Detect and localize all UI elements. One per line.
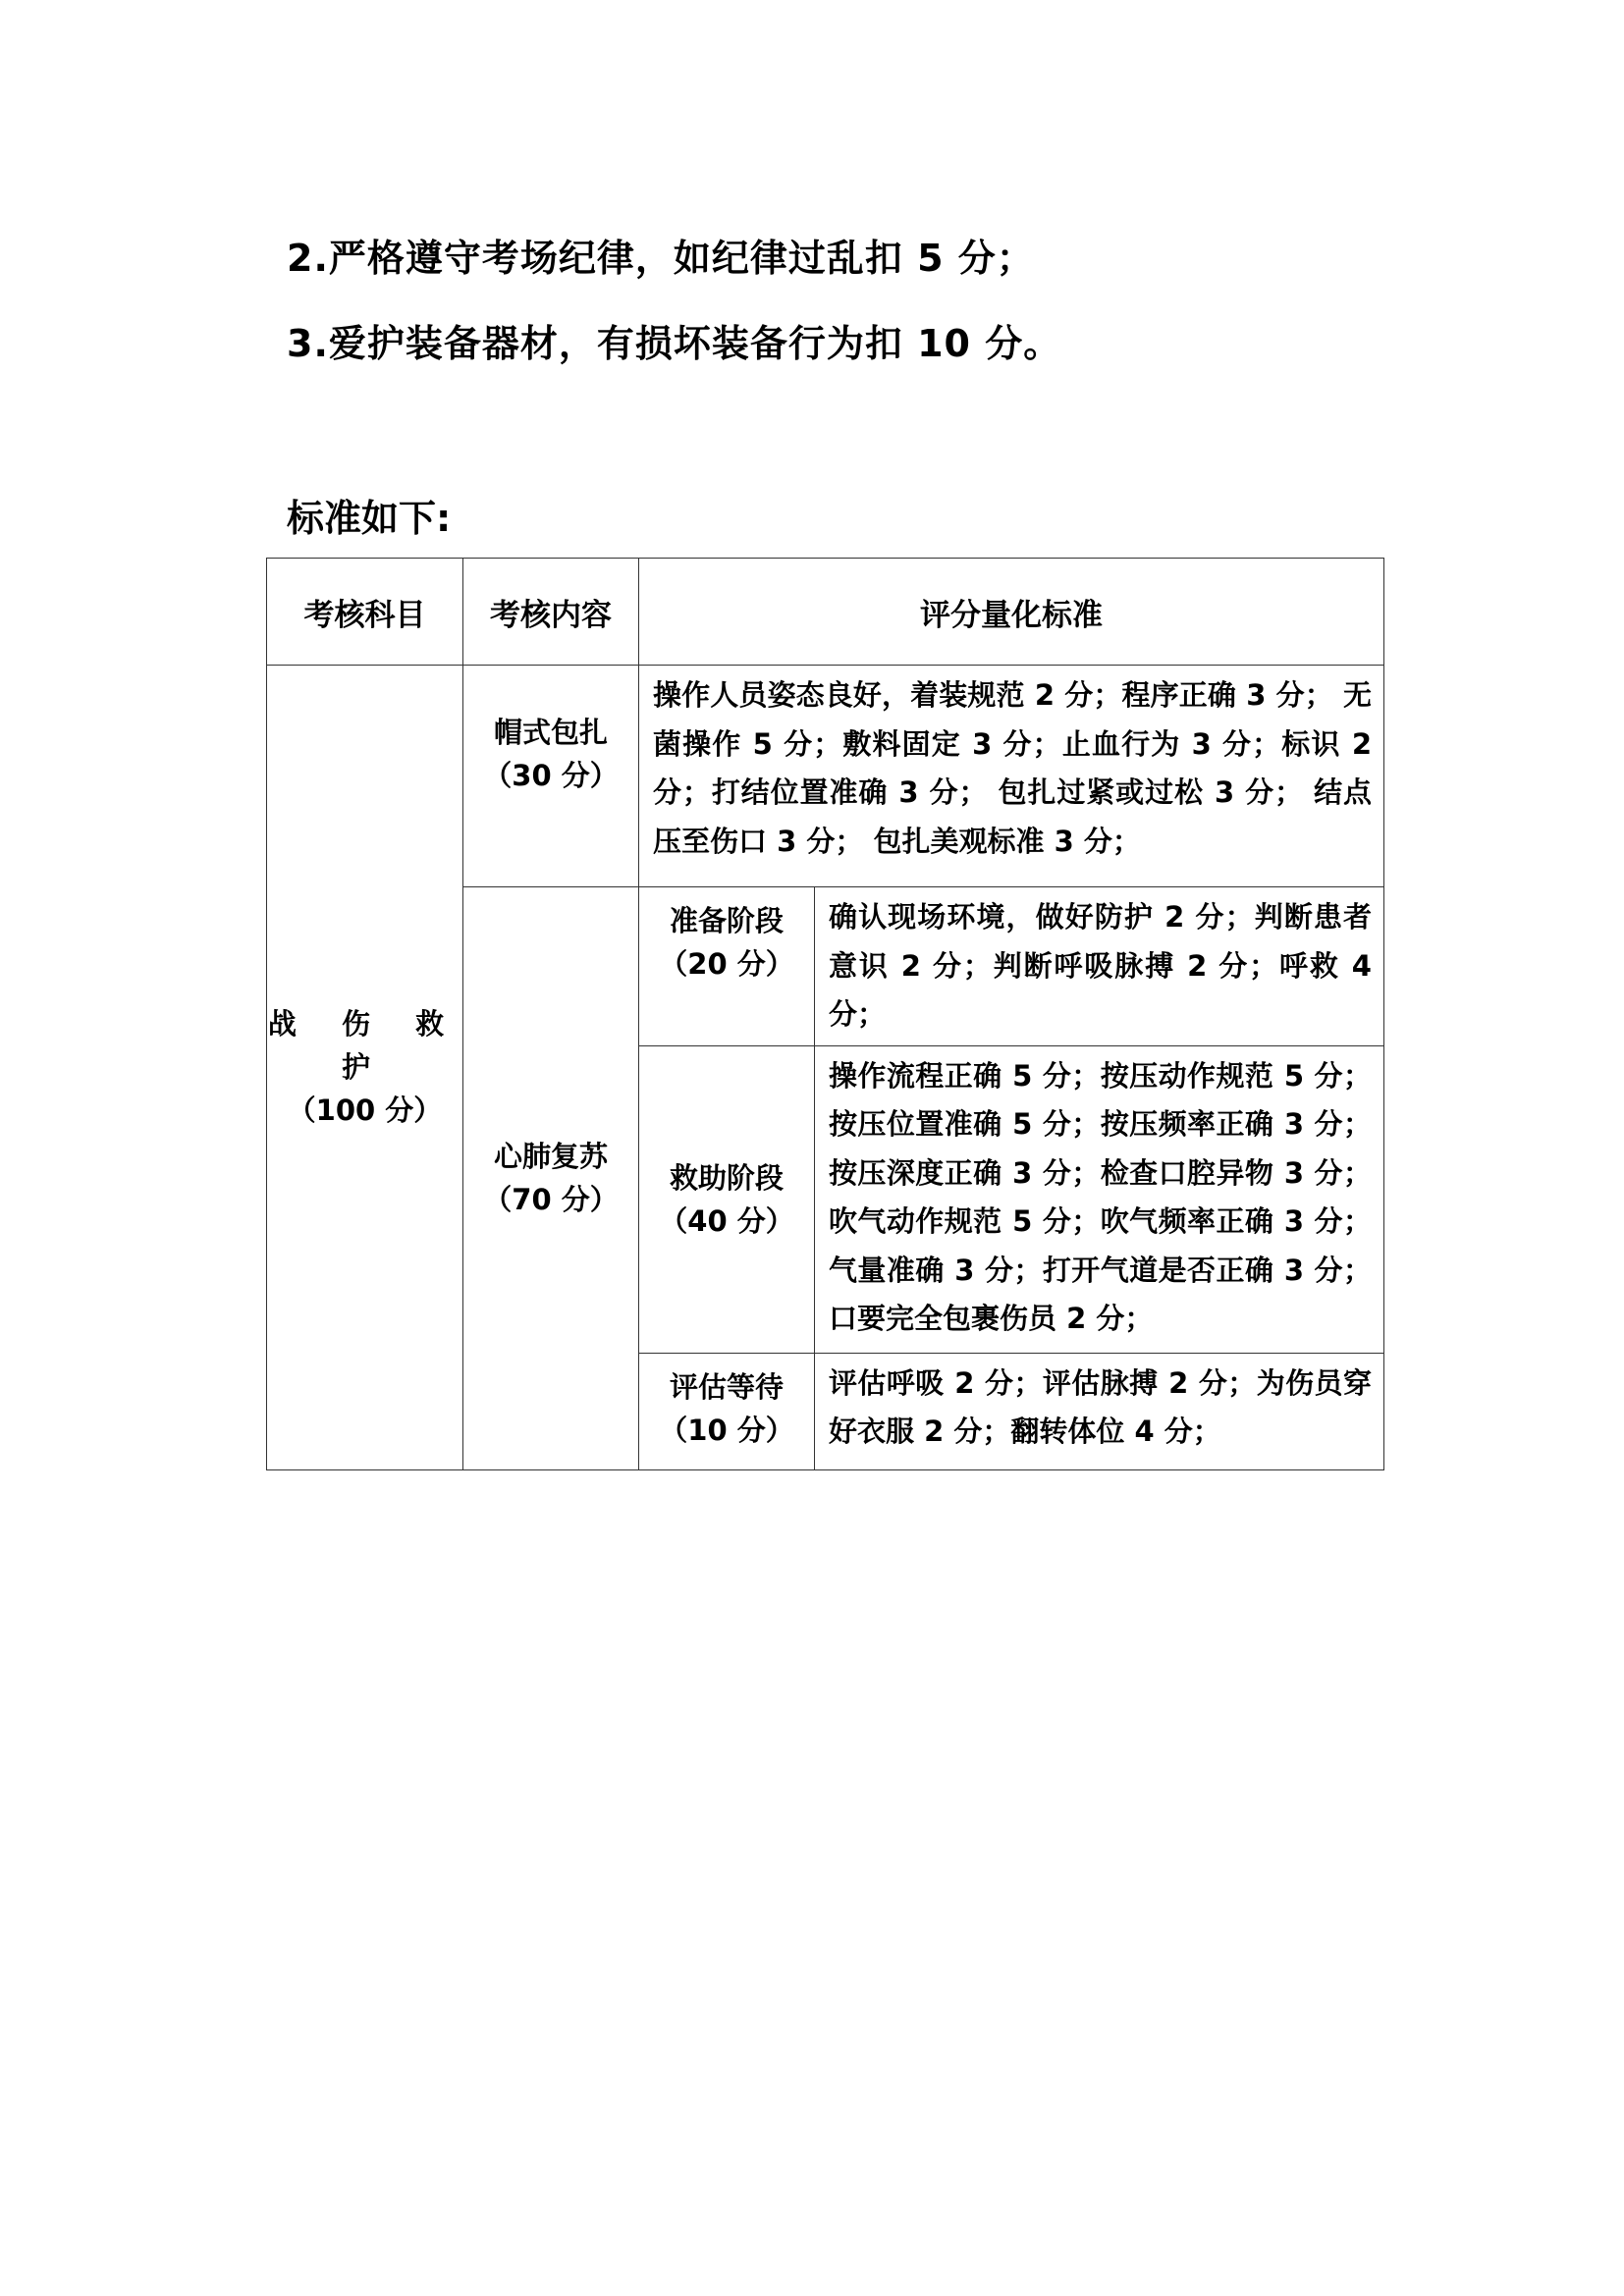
- phase-eval-cell: [639, 1353, 815, 1469]
- phase-eval-criteria: 评估呼吸 2 分；评估脉搏 2 分；为伤员穿好衣服 2 分；翻转体位 4 分；: [815, 1353, 1384, 1469]
- header-content: 考核内容: [463, 559, 639, 666]
- phase-rescue-score: （40 分）: [659, 1203, 794, 1238]
- cpr-score: （70 分）: [483, 1183, 619, 1217]
- table-header-row: [267, 559, 1384, 666]
- cpr-cell: [463, 887, 639, 1470]
- phase-eval-name: 评估等待: [669, 1369, 784, 1404]
- rule-equipment: 3.爱护装备器材，有损坏装备行为扣 10 分。: [287, 322, 1062, 365]
- bandage-cell: [463, 666, 639, 887]
- subject-name: 战 伤 救 护: [267, 1007, 462, 1085]
- phase-prep-score: （20 分）: [659, 947, 794, 981]
- cpr-name: 心肺复苏: [493, 1140, 608, 1174]
- phase-rescue-cell: [639, 1045, 815, 1353]
- section-heading: 标准如下:: [287, 497, 452, 540]
- header-subject: 考核科目: [267, 559, 463, 666]
- subject-score: （100 分）: [287, 1094, 443, 1128]
- phase-rescue-name: 救助阶段: [669, 1160, 784, 1195]
- scoring-standards-table: [266, 558, 1384, 1470]
- rule-discipline: 2.严格遵守考场纪律，如纪律过乱扣 5 分；: [287, 237, 1035, 280]
- subject-cell: [267, 666, 463, 1470]
- phase-rescue-criteria: 操作流程正确 5 分；按压动作规范 5 分；按压位置准确 5 分；按压频率正确 3 分；按压深度正确 3 分；检查口腔异物 3 分；吹气动作规范 5 分；吹气频率正确 3 分；气量准确 3 分；打开气道是否正确 3 分；口要完全包裹伤员 2 分；: [815, 1045, 1384, 1353]
- bandage-score: （30 分）: [483, 759, 619, 792]
- bandage-name: 帽式包扎: [493, 716, 608, 749]
- header-criteria: 评分量化标准: [639, 559, 1384, 666]
- phase-prep-criteria: 确认现场环境，做好防护 2 分；判断患者意识 2 分；判断呼吸脉搏 2 分；呼救 4 分；: [815, 887, 1384, 1046]
- phase-prep-name: 准备阶段: [669, 904, 784, 937]
- phase-prep-cell: [639, 887, 815, 1046]
- bandage-criteria: 操作人员姿态良好，着装规范 2 分；程序正确 3 分； 无菌操作 5 分；敷料固定 3 分；止血行为 3 分；标识 2 分；打结位置准确 3 分； 包扎过紧或过松 3 分； 结点压至伤口 3 分； 包扎美观标准 3 分；: [639, 666, 1384, 887]
- phase-eval-score: （10 分）: [659, 1413, 794, 1447]
- table-row-bandage: [267, 666, 1384, 887]
